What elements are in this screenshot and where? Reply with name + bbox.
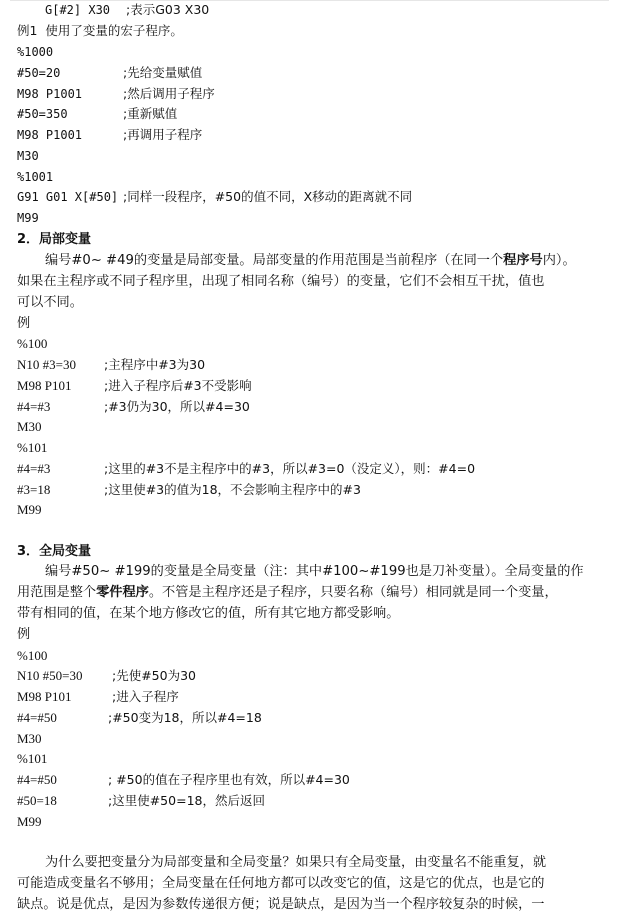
paragraph-line: 缺点。说是优点，是因为参数传递很方便；说是缺点，是因为当一个程序较复杂的时候，一	[17, 897, 545, 912]
example-label: 例	[17, 627, 31, 642]
code-line: M30	[17, 149, 39, 163]
paragraph-line: 如果在主程序或不同子程序里，出现了相同名称（编号）的变量，它们不会相互干扰，值也	[17, 274, 545, 289]
code-comment: ;再调用子程序	[123, 127, 203, 142]
code-line: %100	[17, 336, 48, 351]
section-heading: 2．局部变量	[17, 232, 92, 247]
code-line: #50=350	[17, 107, 68, 121]
code-line: G[#2] X30	[45, 3, 111, 17]
code-comment: ;#50变为18，所以#4=18	[108, 710, 262, 725]
code-comment: ;进入子程序	[112, 689, 179, 704]
code-line: M99	[17, 502, 42, 517]
code-comment: ;主程序中#3为30	[104, 357, 206, 372]
example-label: 例	[17, 316, 31, 331]
paragraph-line: 编号#50~ #199的变量是全局变量（注：其中#100~#199也是刀补变量）。全局变量的作	[45, 564, 584, 579]
paragraph-line: 可能造成变量名不够用；全局变量在任何地方都可以改变它的值，这是它的优点，也是它的	[17, 876, 545, 891]
code-line: %1001	[17, 170, 54, 184]
code-comment: ;进入子程序后#3不受影响	[104, 378, 252, 393]
code-comment: ; #50的值在子程序里也有效，所以#4=30	[108, 772, 350, 787]
code-line: M98 P101	[17, 378, 72, 393]
code-line: M98 P101	[17, 689, 72, 704]
section-heading: 3．全局变量	[17, 544, 92, 559]
code-line: M99	[17, 211, 39, 225]
code-line: #50=18	[17, 793, 57, 808]
code-line: #4=#3	[17, 461, 51, 476]
code-line: G91 G01 X[#50]	[17, 190, 119, 204]
code-line: N10 #50=30	[17, 668, 83, 683]
code-line: %101	[17, 440, 48, 455]
paragraph-line: 可以不同。	[17, 295, 83, 310]
code-line: M30	[17, 419, 42, 434]
code-comment: ;#3仍为30，所以#4=30	[104, 399, 250, 414]
code-comment: ;这里使#3的值为18，不会影响主程序中的#3	[104, 482, 361, 497]
code-line: M30	[17, 731, 42, 746]
example-caption: 例1 使用了变量的宏子程序。	[17, 23, 183, 38]
code-line: %101	[17, 751, 48, 766]
code-comment: ;这里使#50=18，然后返回	[108, 793, 265, 808]
code-line: %100	[17, 648, 48, 663]
code-comment: ;重新赋值	[123, 106, 178, 121]
code-comment: ;先给变量赋值	[123, 65, 203, 80]
paragraph-line: 为什么要把变量分为局部变量和全局变量？如果只有全局变量，由变量名不能重复，就	[45, 855, 547, 870]
code-line: M98 P1001	[17, 87, 83, 101]
paragraph-line: 用范围是整个零件程序。不管是主程序还是子程序，只要名称（编号）相同就是同一个变量，	[17, 585, 558, 600]
code-comment: ;表示G03 X30	[126, 2, 210, 17]
code-line: %1000	[17, 45, 54, 59]
paragraph-line: 编号#0~ #49的变量是局部变量。局部变量的作用范围是当前程序（在同一个程序号内）。	[45, 253, 576, 268]
code-comment: ;然后调用子程序	[123, 86, 215, 101]
code-comment: ;先使#50为30	[112, 668, 196, 683]
code-comment: ;这里的#3不是主程序中的#3，所以#3=0（没定义），则：#4=0	[104, 461, 476, 476]
code-line: #4=#50	[17, 772, 57, 787]
code-comment: ;同样一段程序，#50的值不同，X移动的距离就不同	[123, 189, 413, 204]
paragraph-line: 带有相同的值，在某个地方修改它的值，所有其它地方都受影响。	[17, 606, 400, 621]
code-line: M98 P1001	[17, 128, 83, 142]
code-line: N10 #3=30	[17, 357, 76, 372]
code-line: #4=#50	[17, 710, 57, 725]
code-line: M99	[17, 814, 42, 829]
code-line: #50=20	[17, 66, 61, 80]
code-line: #3=18	[17, 482, 51, 497]
code-line: #4=#3	[17, 399, 51, 414]
